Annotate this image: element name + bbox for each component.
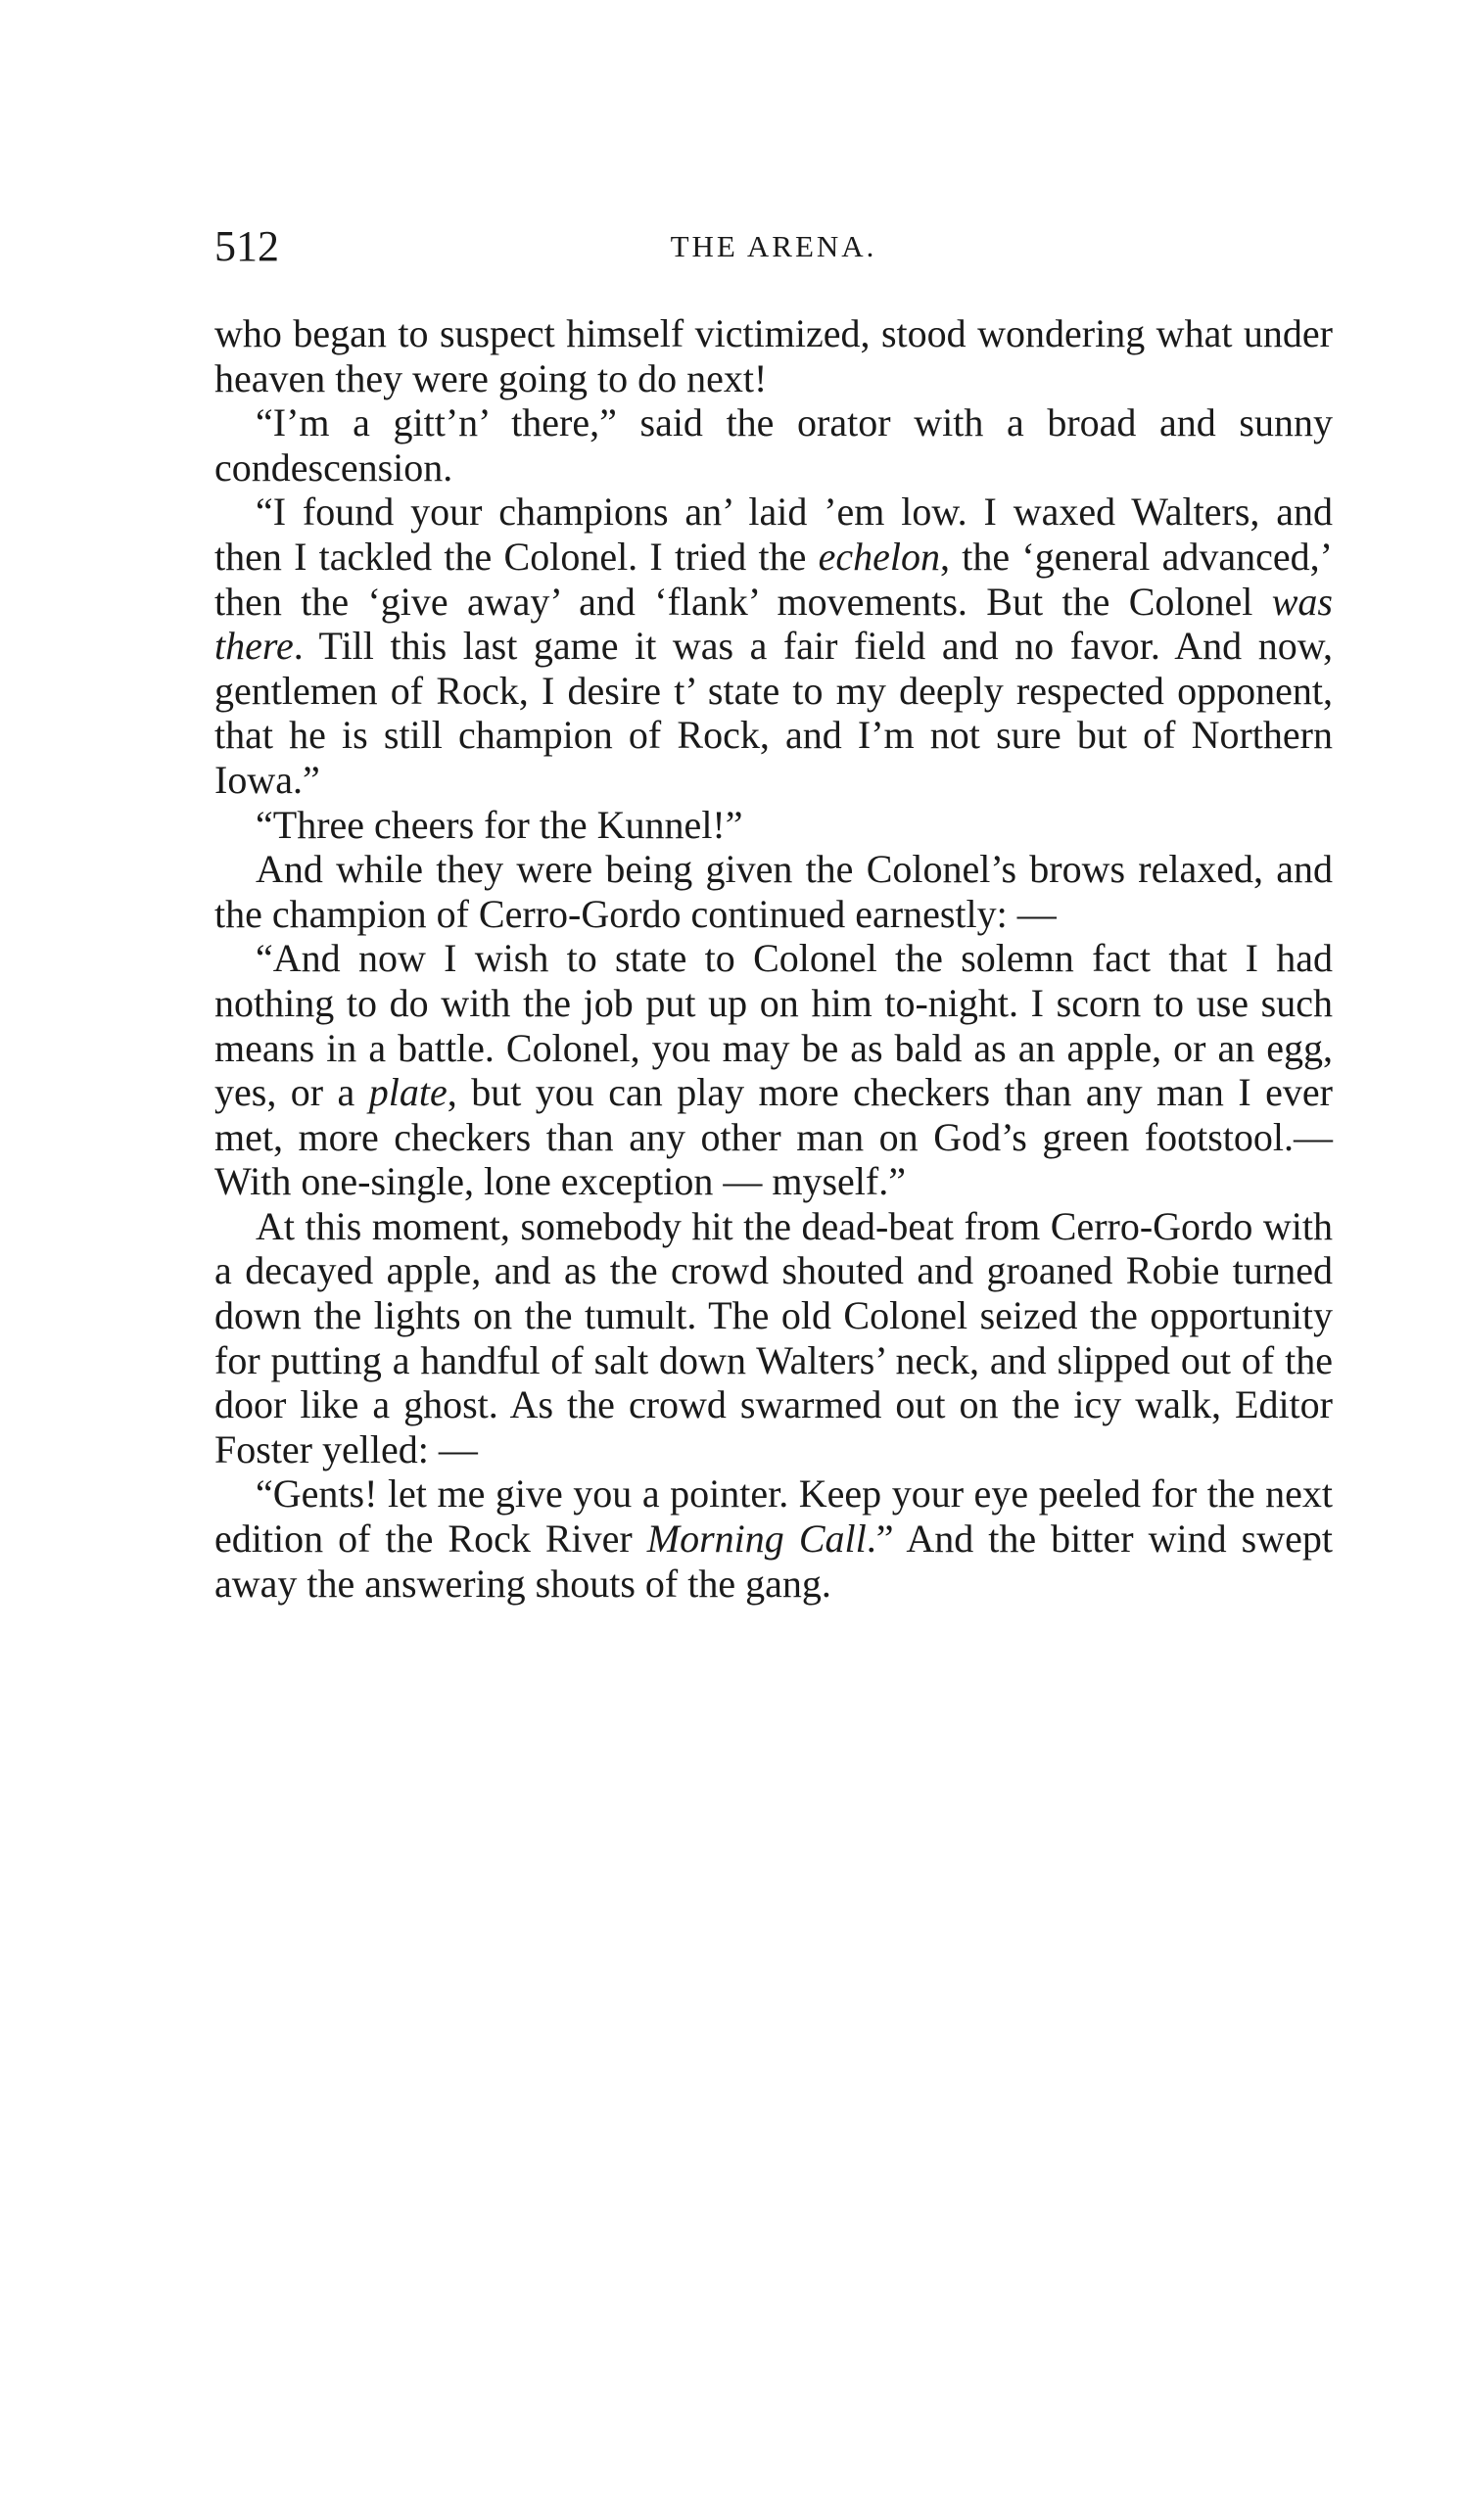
text-segment: “And now I wish to state to Colonel the solemn fact that I had nothing to do with the job put up on him to-night. I scorn to use such means in a battle. Colonel, you may be as bald as an apple, or an egg, yes, or a xyxy=(214,936,1333,1115)
running-title: THE ARENA. xyxy=(670,229,877,263)
italic-text: echelon xyxy=(818,534,941,579)
italic-text: was there xyxy=(214,579,1333,669)
text-segment: , but you can play more checkers than any man I ever met, more checkers than any other man on God’s green footstool.—With one-single, lone exception — myself.” xyxy=(214,1070,1333,1204)
paragraph xyxy=(214,1471,1333,1606)
paragraph xyxy=(214,490,1333,802)
italic-text: plate xyxy=(368,1070,448,1115)
text-segment: who began to suspect himself victimized, stood wondering what under heaven they were going to do next! xyxy=(214,311,1333,400)
paragraph xyxy=(214,311,1333,400)
paragraph xyxy=(214,936,1333,1204)
text-segment: And while they were being given the Colonel’s brows relaxed, and the champion of Cerro-Gordo continued earnestly: — xyxy=(214,847,1333,936)
paragraph xyxy=(214,847,1333,936)
text-segment: , the ‘general advanced,’ then the ‘give away’ and ‘flank’ movements. But the Colonel xyxy=(214,534,1334,624)
page-number: 512 xyxy=(214,222,279,270)
running-head xyxy=(214,217,1333,276)
text-segment: “Gents! let me give you a pointer. Keep your eye peeled for the next edition of the Rock River xyxy=(214,1471,1333,1562)
text-segment: .” And the bitter wind swept away the answering shouts of the gang. xyxy=(214,1517,1333,1606)
paragraph xyxy=(214,400,1333,490)
text-segment: “I found your champions an’ laid ’em low. I waxed Walters, and then I tackled the Colonel. I tried the xyxy=(214,490,1333,579)
text-segment: . Till this last game it was a fair field and no favor. And now, gentlemen of Rock, I desire t’ state to my deeply respected opponent, that he is still champion of Rock, and I’m not sure but of Northern Iowa.” xyxy=(214,624,1333,802)
body-text xyxy=(214,311,1333,1606)
paragraph xyxy=(214,1204,1333,1472)
text-segment: “I’m a gitt’n’ there,” said the orator with a broad and sunny condescension. xyxy=(214,400,1333,490)
text-segment: “Three cheers for the Kunnel!” xyxy=(256,802,743,847)
italic-text: Morning Call xyxy=(646,1517,867,1562)
text-segment: At this moment, somebody hit the dead-beat from Cerro-Gordo with a decayed apple, and as the crowd shouted and groaned Robie turned down the lights on the tumult. The old Colonel seized the opportunity for putting a handful of salt down Walters’ neck, and slipped out of the door like a ghost. As the crowd swarmed out on the icy walk, Editor Foster yelled: — xyxy=(214,1203,1333,1471)
paragraph xyxy=(214,803,1333,848)
